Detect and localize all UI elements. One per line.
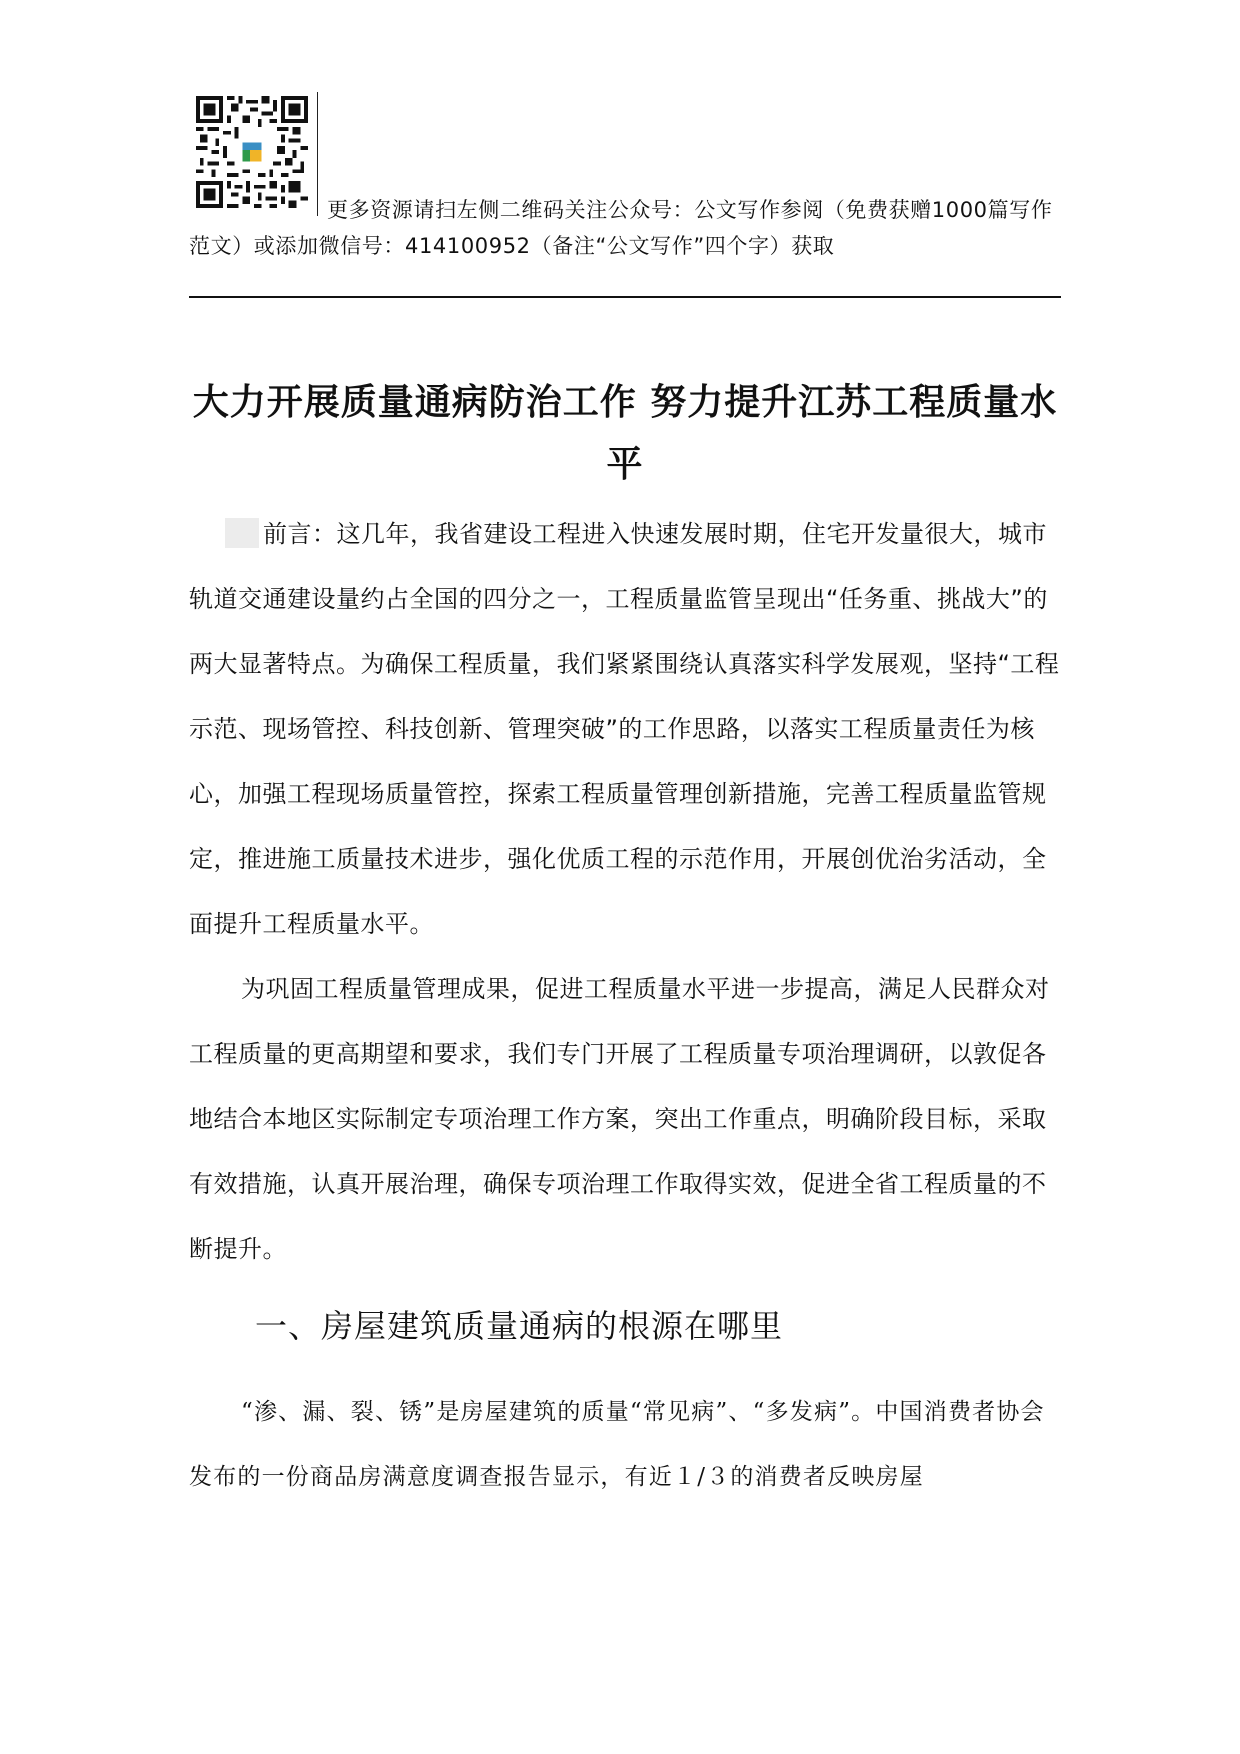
paragraph-preface <box>189 502 1061 957</box>
paragraph-preface-text: 前言：这几年，我省建设工程进入快速发展时期，住宅开发量很大，城市轨道交通建设量约占全国的四分之一，工程质量监管呈现出“任务重、挑战大”的两大显著特点。为确保工程质量，我们紧紧围绕认真落实科学发展观，坚持“工程示范、现场管控、科技创新、管理突破”的工作思路，以落实工程质量责任为核心，加强工程现场质量管控，探索工程质量管理创新措施，完善工程质量监管规定，推进施工质量技术进步，强化优质工程的示范作用，开展创优治劣活动，全面提升工程质量水平。 <box>189 520 1060 938</box>
header-notice: 更多资源请扫左侧二维码关注公众号：公文写作参阅（免费获赠1000篇写作范文）或添加微信号：414100952（备注“公文写作”四个字）获取 <box>189 198 1053 258</box>
paragraph-common-defects: “渗、漏、裂、锈”是房屋建筑的质量“常见病”、“多发病”。中国消费者协会发布的一份商品房满意度调查报告显示，有近１/３的消费者反映房屋 <box>189 1399 1045 1490</box>
highlight-marker <box>225 518 259 548</box>
document-title: 大力开展质量通病防治工作 努力提升江苏工程质量水平 <box>192 382 1058 485</box>
paragraph-consolidation: 为巩固工程质量管理成果，促进工程质量水平进一步提高，满足人民群众对工程质量的更高期望和要求，我们专门开展了工程质量专项治理调研，以敦促各地结合本地区实际制定专项治理工作方案，突出工作重点，明确阶段目标，采取有效措施，认真开展治理，确保专项治理工作取得实效，促进全省工程质量的不断提升。 <box>189 975 1050 1263</box>
header-rule <box>189 296 1061 298</box>
section-heading-1: 一、房屋建筑质量通病的根源在哪里 <box>255 1307 784 1345</box>
